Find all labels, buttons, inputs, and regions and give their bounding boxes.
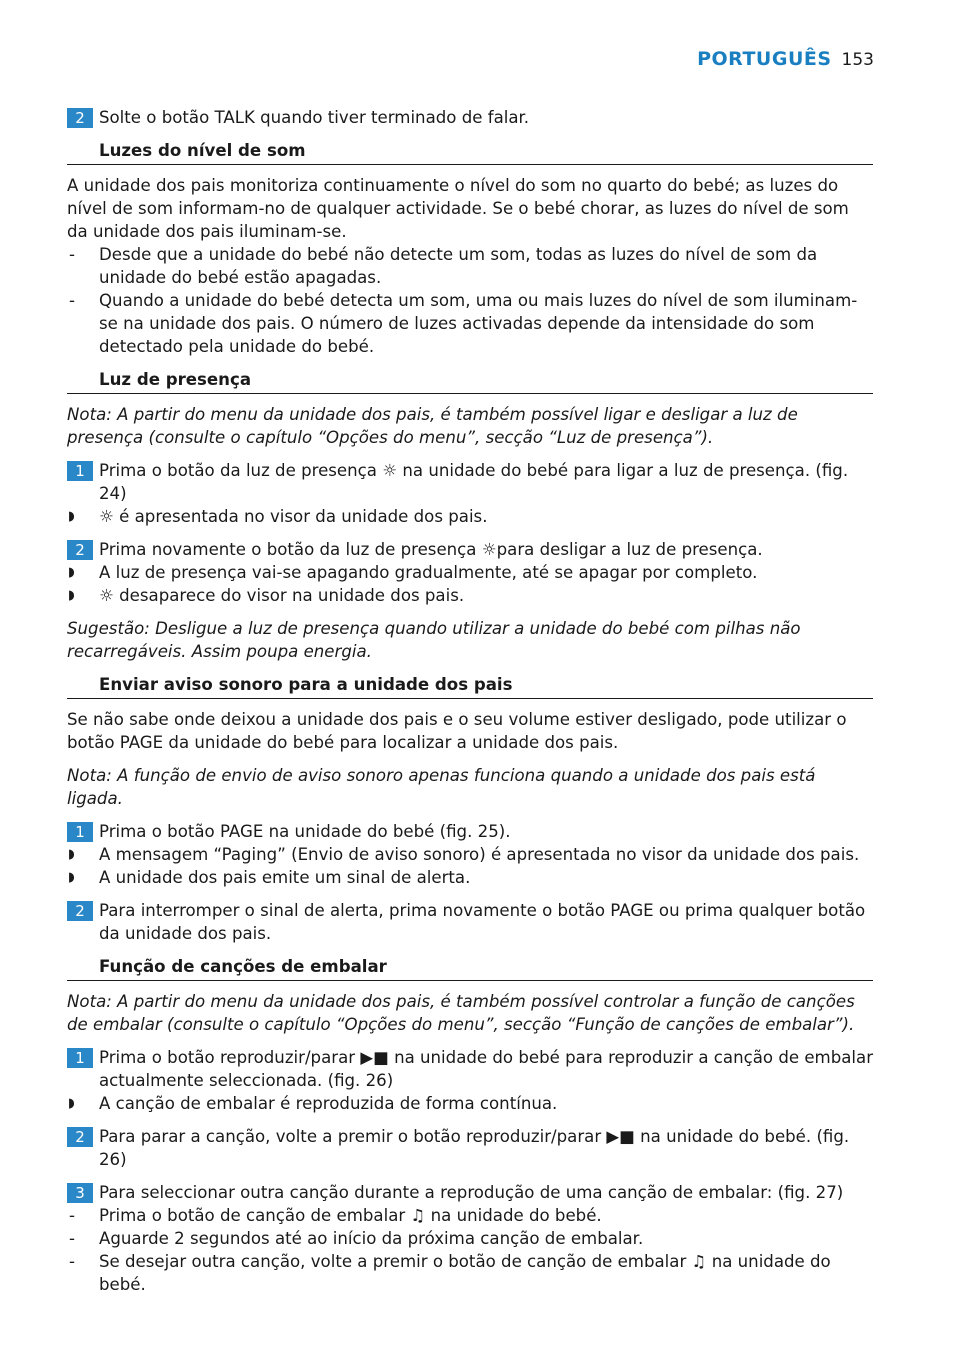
page-number: 153 [841,50,874,70]
result-item [67,584,873,607]
step-text: Para seleccionar outra canção durante a reprodução de uma canção de embalar: (fig. 27) [99,1183,844,1202]
section-intro: Se não sabe onde deixou a unidade dos pais e o seu volume estiver desligado, pode utilizar o botão PAGE da unidade do bebé para localizar a unidade dos pais. [67,710,847,752]
step-number: 1 [67,461,93,481]
step-item [67,538,873,561]
step-text: Prima novamente o botão da luz de presença ☼para desligar a luz de presença. [99,540,763,559]
bullet-text: Quando a unidade do bebé detecta um som, uma ou mais luzes do nível de som iluminam-se na unidade dos pais. O número de luzes activadas depende da intensidade do som detectado pela unidade do bebé. [99,291,858,356]
step-number: 1 [67,822,93,842]
step-number: 2 [67,540,93,560]
step-number: 2 [67,901,93,921]
tip-text: Sugestão: Desligue a luz de presença quando utilizar a unidade do bebé com pilhas não recarregáveis. Assim poupa energia. [67,619,801,661]
note-text: Nota: A partir do menu da unidade dos pais, é também possível ligar e desligar a luz de presença (consulte o capítulo “Opções do menu”, secção “Luz de presença”). [67,405,798,447]
bullet-text: Aguarde 2 segundos até ao início da próxima canção de embalar. [99,1229,644,1248]
dash-bullet [67,1250,873,1296]
step-text: Prima o botão da luz de presença ☼ na unidade do bebé para ligar a luz de presença. (fig. 24) [99,461,849,503]
result-text: ☼ é apresentada no visor da unidade dos pais. [99,507,488,526]
step-number: 1 [67,1048,93,1068]
result-text: ☼ desaparece do visor na unidade dos pais. [99,586,465,605]
step-item [67,1181,873,1204]
step-item [67,106,873,129]
result-text: A mensagem “Paging” (Envio de aviso sonoro) é apresentada no visor da unidade dos pais. [99,845,860,864]
step-item [67,820,873,843]
step-item [67,899,873,945]
section-intro: A unidade dos pais monitoriza continuamente o nível do som no quarto do bebé; as luzes do nível de som informam-no de qualquer actividade. Se o bebé chorar, as luzes do nível de som da unidade dos pais iluminam-se. [67,176,849,241]
step-text: Solte o botão TALK quando tiver terminado de falar. [99,108,530,127]
result-text: A unidade dos pais emite um sinal de alerta. [99,868,471,887]
result-arrow-icon: ◗ [68,870,75,885]
step-number: 2 [67,1127,93,1147]
result-text: A canção de embalar é reproduzida de forma contínua. [99,1094,558,1113]
dash-bullet [67,1227,873,1250]
step-text: Para parar a canção, volte a premir o botão reproduzir/parar ▶■ na unidade do bebé. (fig. 26) [99,1127,850,1169]
result-item [67,1092,873,1115]
note-text: Nota: A partir do menu da unidade dos pais, é também possível controlar a função de canções de embalar (consulte o capítulo “Opções do menu”, secção “Função de canções de embalar”). [67,992,855,1034]
step-number: 2 [67,108,93,128]
bullet-text: Se desejar outra canção, volte a premir o botão de canção de embalar ♫ na unidade do bebé. [99,1252,831,1294]
dash-icon: - [69,1229,75,1248]
bullet-text: Desde que a unidade do bebé não detecte um som, todas as luzes do nível de som da unidade do bebé estão apagadas. [99,245,818,287]
result-item [67,843,873,866]
dash-icon: - [69,1206,75,1225]
result-item [67,505,873,528]
section-heading: Enviar aviso sonoro para a unidade dos pais [67,673,873,699]
section-heading: Luz de presença [67,368,873,394]
step-number: 3 [67,1183,93,1203]
language-label: PORTUGUÊS [697,48,832,70]
step-item [67,1125,873,1171]
result-arrow-icon: ◗ [68,588,75,603]
bullet-text: Prima o botão de canção de embalar ♫ na unidade do bebé. [99,1206,602,1225]
page-content [67,106,873,1296]
dash-icon: - [69,291,75,310]
result-arrow-icon: ◗ [68,847,75,862]
result-arrow-icon: ◗ [68,509,75,524]
step-text: Prima o botão reproduzir/parar ▶■ na unidade do bebé para reproduzir a canção de embalar actualmente seleccionada. (fig. 26) [99,1048,874,1090]
page-header [697,48,874,70]
dash-bullet [67,289,873,358]
note-text: Nota: A função de envio de aviso sonoro apenas funciona quando a unidade dos pais está ligada. [67,766,816,808]
result-arrow-icon: ◗ [68,565,75,580]
step-item [67,459,873,505]
section-heading: Função de canções de embalar [67,955,873,981]
result-arrow-icon: ◗ [68,1096,75,1111]
step-text: Prima o botão PAGE na unidade do bebé (fig. 25). [99,822,511,841]
step-item [67,1046,873,1092]
result-item [67,561,873,584]
section-heading: Luzes do nível de som [67,139,873,165]
dash-bullet [67,243,873,289]
dash-icon: - [69,1252,75,1271]
step-text: Para interromper o sinal de alerta, prima novamente o botão PAGE ou prima qualquer botão da unidade dos pais. [99,901,866,943]
result-text: A luz de presença vai-se apagando gradualmente, até se apagar por completo. [99,563,758,582]
dash-bullet [67,1204,873,1227]
result-item [67,866,873,889]
dash-icon: - [69,245,75,264]
